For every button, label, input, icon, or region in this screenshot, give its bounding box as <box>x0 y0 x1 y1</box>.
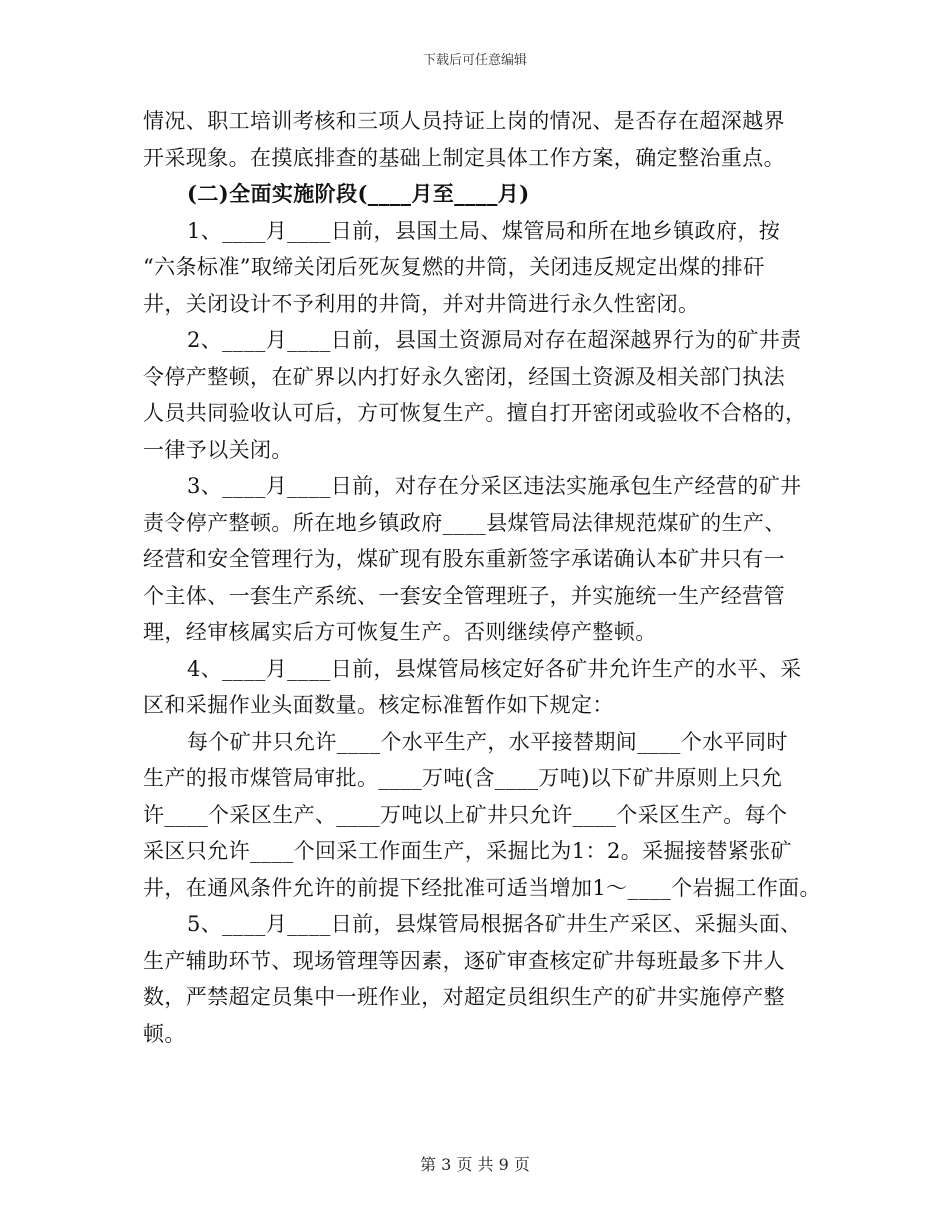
text-line: 一律予以关闭。 <box>143 437 293 462</box>
page-number: 第 3 页 共 9 页 <box>420 1155 530 1174</box>
section-heading: (二)全面实施阶段(____月至____月) <box>187 181 530 206</box>
text-line: 井，在通风条件允许的前提下经批准可适当增加1～____个岩掘工作面。 <box>143 875 821 900</box>
text-line: 经营和安全管理行为，煤矿现有股东重新签字承诺确认本矿井只有一 <box>143 547 785 571</box>
text-line: 许____个采区生产、____万吨以上矿井只允许____个采区生产。每个 <box>143 802 788 827</box>
text-line: 令停产整顿，在矿界以内打好永久密闭，经国土资源及相关部门执法 <box>143 364 785 389</box>
text-line: 情况、职工培训考核和三项人员持证上岗的情况、是否存在超深越界 <box>143 109 785 133</box>
text-line: 责令停产整顿。所在地乡镇政府____县煤管局法律规范煤矿的生产、 <box>143 510 786 535</box>
text-line: 3、____月____日前，对存在分采区违法实施承包生产经营的矿井 <box>187 474 802 498</box>
text-line: 井，关闭设计不予利用的井筒，并对井筒进行永久性密闭。 <box>143 291 700 316</box>
text-line: 个主体、一套生产系统、一套安全管理班子，并实施统一生产经营管 <box>143 583 785 608</box>
text-line: 理，经审核属实后方可恢复生产。否则继续停产整顿。 <box>143 620 657 644</box>
text-line: 4、____月____日前，县煤管局核定好各矿井允许生产的水平、采 <box>187 656 802 681</box>
text-line: 2、____月____日前，县国土资源局对存在超深越界行为的矿井责 <box>187 328 802 352</box>
text-line: 每个矿井只允许____个水平生产，水平接替期间____个水平同时 <box>187 729 788 754</box>
text-line: 人员共同验收认可后，方可恢复生产。擅自打开密闭或验收不合格的， <box>143 401 807 425</box>
page-header: 下载后可任意编辑 <box>422 53 527 68</box>
text-line: 区和采掘作业头面数量。核定标准暂作如下规定： <box>143 693 614 717</box>
text-line: “六条标准”取缔关闭后死灰复燃的井筒，关闭违反规定出煤的排矸 <box>143 255 765 279</box>
text-line: 采区只允许____个回采工作面生产，采掘比为1：2。采掘接替紧张矿 <box>143 839 792 863</box>
document-body <box>143 103 823 1052</box>
text-line: 数，严禁超定员集中一班作业，对超定员组织生产的矿井实施停产整 <box>143 985 785 1009</box>
text-line: 生产辅助环节、现场管理等因素，逐矿审查核定矿井每班最多下井人 <box>143 948 785 973</box>
text-line: 5、____月____日前，县煤管局根据各矿井生产采区、采掘头面、 <box>187 912 802 936</box>
text-line: 生产的报市煤管局审批。____万吨(含____万吨)以下矿井原则上只允 <box>143 766 783 790</box>
text-line: 1、____月____日前，县国土局、煤管局和所在地乡镇政府，按 <box>187 218 781 243</box>
text-line: 顿。 <box>143 1021 186 1046</box>
text-line: 开采现象。在摸底排查的基础上制定具体工作方案，确定整治重点。 <box>143 145 785 170</box>
